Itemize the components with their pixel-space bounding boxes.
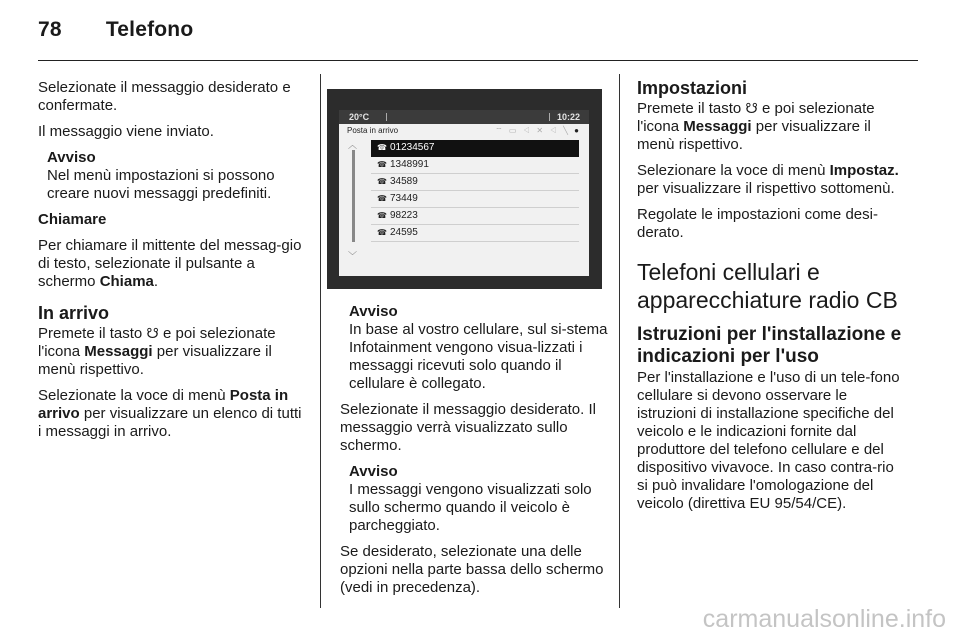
note-box [349, 463, 608, 535]
watermark: carmanualsonline.info [702, 605, 946, 633]
list-item[interactable]: ☎ 01234567 [371, 140, 579, 157]
list-item[interactable]: ☎ 34589 [371, 174, 579, 191]
note-box [47, 149, 308, 203]
scroll-down-icon[interactable]: ﹀ [348, 251, 358, 261]
scroll-up-icon[interactable]: ︿ [348, 140, 358, 150]
column-divider-2 [619, 74, 620, 608]
page-number: 78 [38, 18, 62, 41]
home-key-icon: ☋ [146, 325, 159, 341]
paragraph: Premete il tasto ☋ e poi selezionate l'icona Messaggi per visualizzare il menù rispettivo. [637, 100, 875, 153]
list-item[interactable]: ☎ 1348991 [371, 157, 579, 174]
chapter-heading-telefoni: Telefoni cellulari e apparecchiature radio CB [637, 259, 898, 313]
page-header [38, 18, 193, 42]
status-separator [386, 113, 387, 121]
note-text: I messaggi vengono visualizzati solo sullo schermo quando il veicolo è parcheggiato. [349, 481, 592, 534]
list-item[interactable]: ☎ 73449 [371, 191, 579, 208]
term-messaggi: Messaggi [84, 343, 153, 360]
paragraph: Selezionare la voce di menù Impostaz. per visualizzare il rispettivo sottomenù. [637, 162, 899, 197]
phone-icon: ☎ [377, 143, 387, 152]
paragraph: Premete il tasto ☋ e poi selezionate l'icona Messaggi per visualizzare il menù rispettivo. [38, 325, 276, 378]
chapter-title: Telefono [105, 18, 194, 41]
paragraph: Per l'installazione e l'uso di un tele-fono cellulare si devono osservare le istruzioni di installazione specifiche del veicolo e le indicazioni fornite dal produttore del telefono cellulare e del dispositivo vivavoce. In caso contra-rio si può invalidare l'omologazione del veicolo (direttiva EU 95/54/CE). [637, 369, 900, 512]
middle-column [340, 303, 608, 605]
term-posta-in-arrivo: Posta in arrivo [38, 387, 289, 422]
home-key-icon: ☋ [745, 100, 758, 116]
note-text: In base al vostro cellulare, sul si-stema Infotainment vengono visua-lizzati i messaggi ricevuti solo quando il cellulare è collegato. [349, 321, 608, 392]
list-item[interactable]: ☎ 24595 [371, 225, 579, 242]
note-title: Avviso [47, 149, 96, 166]
screen-body [339, 124, 589, 276]
phone-icon: ☎ [377, 211, 387, 220]
temperature-readout: 20°C [349, 112, 370, 122]
paragraph: Il messaggio viene inviato. [38, 123, 214, 140]
inbox-list [371, 140, 579, 242]
status-icons: ⌔ ▭ ◁ ✕ ◁ ╲ ● [495, 126, 581, 135]
status-separator [549, 113, 550, 121]
paragraph: Per chiamare il mittente del messag-gio di testo, selezionate il pulsante a schermo Chiama. [38, 237, 302, 290]
section-heading-istruzioni: Istruzioni per l'installazione e indicazioni per l'uso [637, 324, 902, 367]
screen-title: Posta in arrivo [347, 126, 399, 135]
list-item[interactable]: ☎ 98223 [371, 208, 579, 225]
phone-status-icon: ● [574, 126, 581, 135]
phone-icon: ☎ [377, 194, 387, 203]
term-messaggi: Messaggi [683, 118, 752, 135]
header-rule [38, 60, 918, 61]
section-heading-in-arrivo: In arrivo [38, 303, 110, 323]
infotainment-screenshot [327, 89, 602, 289]
paragraph: Se desiderato, selezionate una delle opzioni nella parte bassa dello schermo (vedi in precedenza). [340, 543, 604, 596]
term-impostaz: Impostaz. [829, 162, 899, 179]
phone-icon: ☎ [377, 160, 387, 169]
paragraph: Selezionate la voce di menù Posta in arrivo per visualizzare un elenco di tutti i messaggi in arrivo. [38, 387, 302, 440]
clock-readout: 10:22 [556, 112, 580, 122]
scrollbar[interactable] [352, 150, 355, 242]
paragraph: Selezionate il messaggio desiderato e confermate. [38, 79, 291, 114]
note-text: Nel menù impostazioni si possono creare nuovi messaggi predefiniti. [47, 167, 275, 202]
term-chiama: Chiama [99, 273, 154, 290]
phone-icon: ☎ [377, 177, 387, 186]
right-column [637, 78, 907, 521]
section-heading-impostazioni: Impostazioni [637, 78, 748, 98]
left-column [38, 79, 308, 449]
column-divider-1 [320, 74, 321, 608]
note-box [349, 303, 608, 393]
paragraph: Regolate le impostazioni come desi-derato. [637, 206, 878, 241]
screen-status-bar [339, 110, 589, 124]
phone-icon: ☎ [377, 228, 387, 237]
note-title: Avviso [349, 463, 398, 480]
note-title: Avviso [349, 303, 398, 320]
paragraph: Selezionate il messaggio desiderato. Il messaggio verrà visualizzato sullo schermo. [340, 401, 596, 454]
section-heading-chiamare: Chiamare [38, 211, 107, 228]
